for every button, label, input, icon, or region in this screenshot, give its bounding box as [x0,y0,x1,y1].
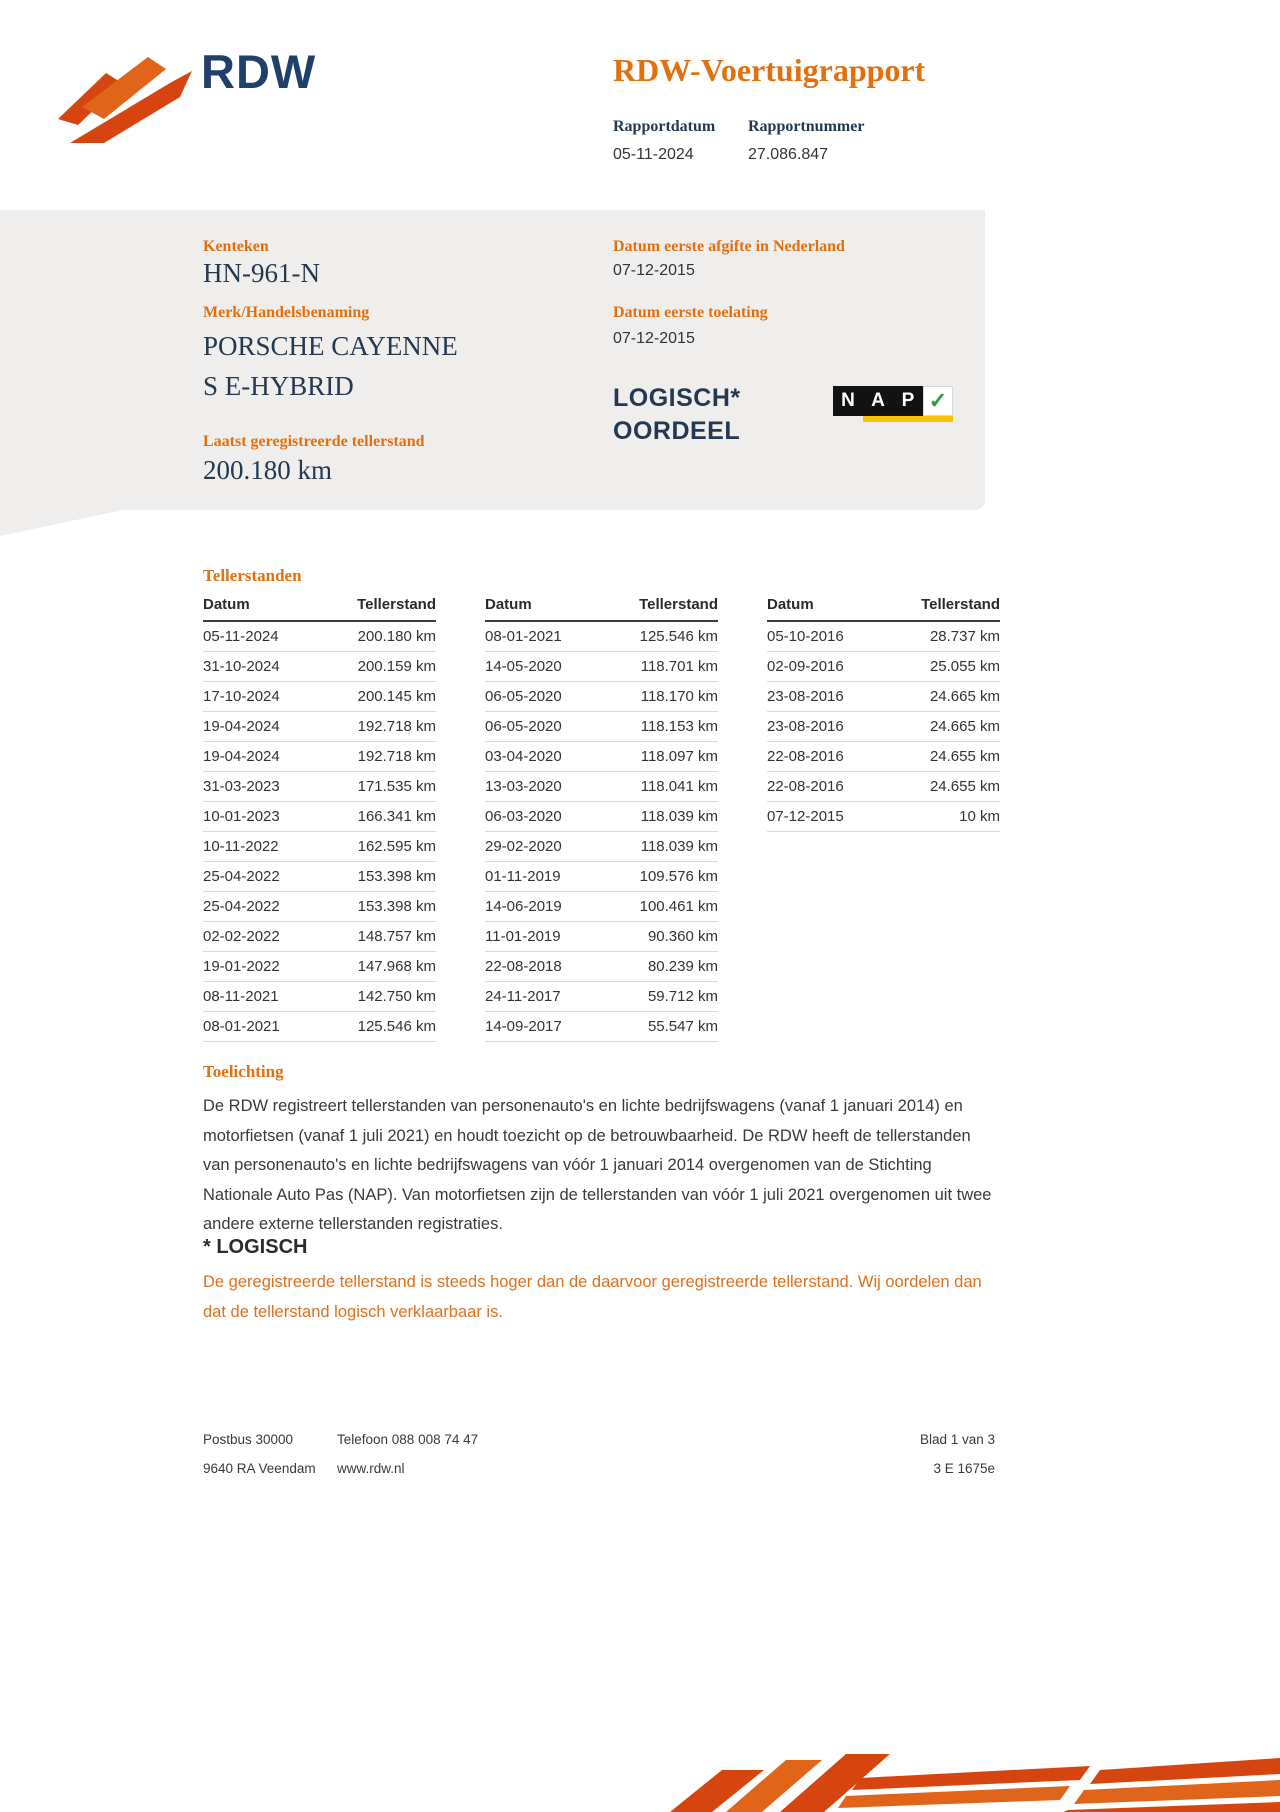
tellerstand-row [485,952,718,982]
footer-address-line2: 9640 RA Veendam [203,1461,316,1476]
row-datum: 10-01-2023 [203,808,280,825]
report-title: RDW-Voertuigrapport [613,52,926,88]
tellerstand-row [485,742,718,772]
row-km: 118.701 km [640,658,718,675]
nap-letter-p: P [893,386,923,416]
tellerstand-row [203,622,436,652]
row-datum: 05-11-2024 [203,628,279,645]
rdw-wordmark: RDW [201,45,317,98]
header-datum: Datum [203,596,250,613]
row-datum: 31-03-2023 [203,778,280,795]
tellerstand-row [767,802,1000,832]
tellerstand-row [203,682,436,712]
oordeel-line2: OORDEEL [613,417,741,445]
tellerstand-row [485,772,718,802]
row-km: 118.170 km [640,688,718,705]
tellerstand-row [203,772,436,802]
row-datum: 17-10-2024 [203,688,280,705]
row-datum: 05-10-2016 [767,628,844,645]
report-date-label: Rapportdatum [613,118,716,135]
row-datum: 22-08-2018 [485,958,562,975]
table-body [203,622,436,1042]
row-km: 142.750 km [357,988,436,1005]
tellerstand-row [203,892,436,922]
nap-checkmark-icon: ✓ [923,386,953,416]
row-datum: 08-11-2021 [203,988,279,1005]
row-datum: 08-01-2021 [203,1018,280,1035]
tellerstand-row [203,922,436,952]
tellerstand-row [203,802,436,832]
row-datum: 23-08-2016 [767,718,844,735]
row-km: 90.360 km [647,928,718,945]
tellerstand-label: Laatst geregistreerde tellerstand [203,433,425,450]
row-km: 28.737 km [929,628,1000,645]
header-tellerstand: Tellerstand [357,596,436,613]
tellerstand-row [767,682,1000,712]
row-km: 109.576 km [639,868,718,885]
row-datum: 10-11-2022 [203,838,279,855]
tellerstand-row [203,982,436,1012]
row-km: 100.461 km [639,898,718,915]
tellerstanden-column-1 [203,596,436,1042]
tellerstand-row [485,982,718,1012]
footer-page-number: Blad 1 van 3 [919,1432,995,1447]
nap-letter-n: N [833,386,863,416]
footer-website: www.rdw.nl [337,1461,405,1476]
tellerstand-row [767,652,1000,682]
row-datum: 02-02-2022 [203,928,280,945]
header-datum: Datum [767,596,814,613]
header-datum: Datum [485,596,532,613]
tellerstand-row [485,712,718,742]
row-km: 147.968 km [357,958,436,975]
tellerstand-row [767,742,1000,772]
afgifte-value: 07-12-2015 [613,262,695,279]
toelating-label: Datum eerste toelating [613,304,768,321]
row-km: 125.546 km [357,1018,436,1035]
toelating-value: 07-12-2015 [613,330,695,347]
row-km: 118.039 km [640,838,718,855]
row-km: 200.180 km [357,628,436,645]
tellerstand-row [485,622,718,652]
row-datum: 29-02-2020 [485,838,562,855]
row-datum: 11-01-2019 [485,928,561,945]
row-datum: 25-04-2022 [203,868,280,885]
row-km: 24.665 km [929,688,1000,705]
row-datum: 06-05-2020 [485,688,562,705]
row-km: 200.145 km [357,688,436,705]
tellerstand-row [485,1012,718,1042]
row-km: 55.547 km [647,1018,718,1035]
row-datum: 07-12-2015 [767,808,844,825]
row-datum: 14-09-2017 [485,1018,562,1035]
toelichting-heading: Toelichting [203,1062,284,1081]
logisch-note: De geregistreerde tellerstand is steeds hoger dan de daarvoor geregistreerde tellerstand. Wij oordelen dan dat de tellerstand logisch verklaarbaar is. [203,1273,982,1321]
kenteken-value: HN-961-N [203,258,320,288]
row-datum: 19-01-2022 [203,958,280,975]
table-header [203,596,436,622]
merk-line2: S E-HYBRID [203,371,354,401]
row-datum: 13-03-2020 [485,778,562,795]
row-datum: 14-06-2019 [485,898,562,915]
nap-yellow-underline [863,416,953,422]
table-header [485,596,718,622]
row-km: 200.159 km [357,658,436,675]
row-km: 153.398 km [357,898,436,915]
tellerstand-row [485,922,718,952]
row-datum: 22-08-2016 [767,778,844,795]
tellerstand-row [767,712,1000,742]
tellerstand-row [485,652,718,682]
row-km: 192.718 km [357,718,436,735]
tellerstand-row [485,832,718,862]
footer-address-line1: Postbus 30000 [203,1432,294,1447]
row-km: 162.595 km [357,838,436,855]
afgifte-label: Datum eerste afgifte in Nederland [613,238,845,255]
footer-doc-code: 3 E 1675e [933,1461,995,1476]
nap-logo-icon [833,386,953,416]
footer-phone: Telefoon 088 008 74 47 [337,1432,479,1447]
tellerstand-value: 200.180 km [203,455,333,485]
tellerstand-row [767,772,1000,802]
tellerstand-row [203,862,436,892]
row-km: 192.718 km [357,748,436,765]
kenteken-label: Kenteken [203,238,269,255]
tellerstanden-column-3 [767,596,1000,832]
tellerstand-row [203,832,436,862]
nap-letter-a: A [863,386,893,416]
tellerstand-row [203,952,436,982]
row-km: 24.655 km [929,778,1000,795]
table-body [767,622,1000,832]
logisch-heading: * LOGISCH [203,1236,308,1258]
row-datum: 03-04-2020 [485,748,562,765]
row-datum: 23-08-2016 [767,688,844,705]
report-number-value: 27.086.847 [748,146,829,163]
tellerstand-row [485,892,718,922]
oordeel-line1: LOGISCH* [613,384,741,412]
row-datum: 19-04-2024 [203,748,280,765]
row-datum: 14-05-2020 [485,658,562,675]
row-km: 25.055 km [929,658,1000,675]
row-datum: 25-04-2022 [203,898,280,915]
merk-line1: PORSCHE CAYENNE [203,331,458,361]
tellerstand-row [203,712,436,742]
tellerstand-row [203,1012,436,1042]
row-km: 24.665 km [929,718,1000,735]
row-datum: 31-10-2024 [203,658,280,675]
row-datum: 24-11-2017 [485,988,561,1005]
row-km: 118.153 km [640,718,718,735]
tellerstanden-heading: Tellerstanden [203,566,302,585]
row-km: 24.655 km [929,748,1000,765]
row-datum: 06-05-2020 [485,718,562,735]
row-km: 80.239 km [647,958,718,975]
row-km: 10 km [959,808,1000,825]
row-datum: 06-03-2020 [485,808,562,825]
footer-stripes-icon [660,1732,1280,1812]
tellerstand-row [485,862,718,892]
row-datum: 08-01-2021 [485,628,562,645]
tellerstand-row [203,742,436,772]
row-datum: 19-04-2024 [203,718,280,735]
row-km: 125.546 km [639,628,718,645]
row-datum: 22-08-2016 [767,748,844,765]
report-date-value: 05-11-2024 [613,146,694,163]
merk-value [203,326,458,406]
oordeel-verdict [613,382,741,448]
row-km: 59.712 km [647,988,718,1005]
tellerstand-row [485,682,718,712]
row-km: 148.757 km [357,928,436,945]
tellerstand-row [767,622,1000,652]
tellerstanden-column-2 [485,596,718,1042]
merk-label: Merk/Handelsbenaming [203,304,370,321]
row-datum: 01-11-2019 [485,868,561,885]
row-km: 118.041 km [640,778,718,795]
row-km: 118.039 km [640,808,718,825]
row-km: 153.398 km [357,868,436,885]
table-header [767,596,1000,622]
tellerstand-row [485,802,718,832]
header-tellerstand: Tellerstand [921,596,1000,613]
rdw-logo-icon [52,55,192,143]
row-km: 171.535 km [357,778,436,795]
row-datum: 02-09-2016 [767,658,844,675]
report-number-label: Rapportnummer [748,118,865,135]
row-km: 166.341 km [357,808,436,825]
vehicle-info-panel-flap [0,509,128,536]
row-km: 118.097 km [640,748,718,765]
toelichting-body: De RDW registreert tellerstanden van personenauto's en lichte bedrijfswagens (vanaf 1 januari 2014) en motorfietsen (vanaf 1 juli 2021) en houdt toezicht op de betrouwbaarheid. De RDW heeft de tellerstanden van personenauto's en lichte bedrijfswagens van vóór 1 januari 2014 overgenomen van de Stichting Nationale Auto Pas (NAP). Van motorfietsen zijn de tellerstanden van vóór 1 juli 2021 overgenomen uit twee andere externe tellerstanden registraties. [203,1097,992,1233]
header-tellerstand: Tellerstand [639,596,718,613]
tellerstand-row [203,652,436,682]
table-body [485,622,718,1042]
